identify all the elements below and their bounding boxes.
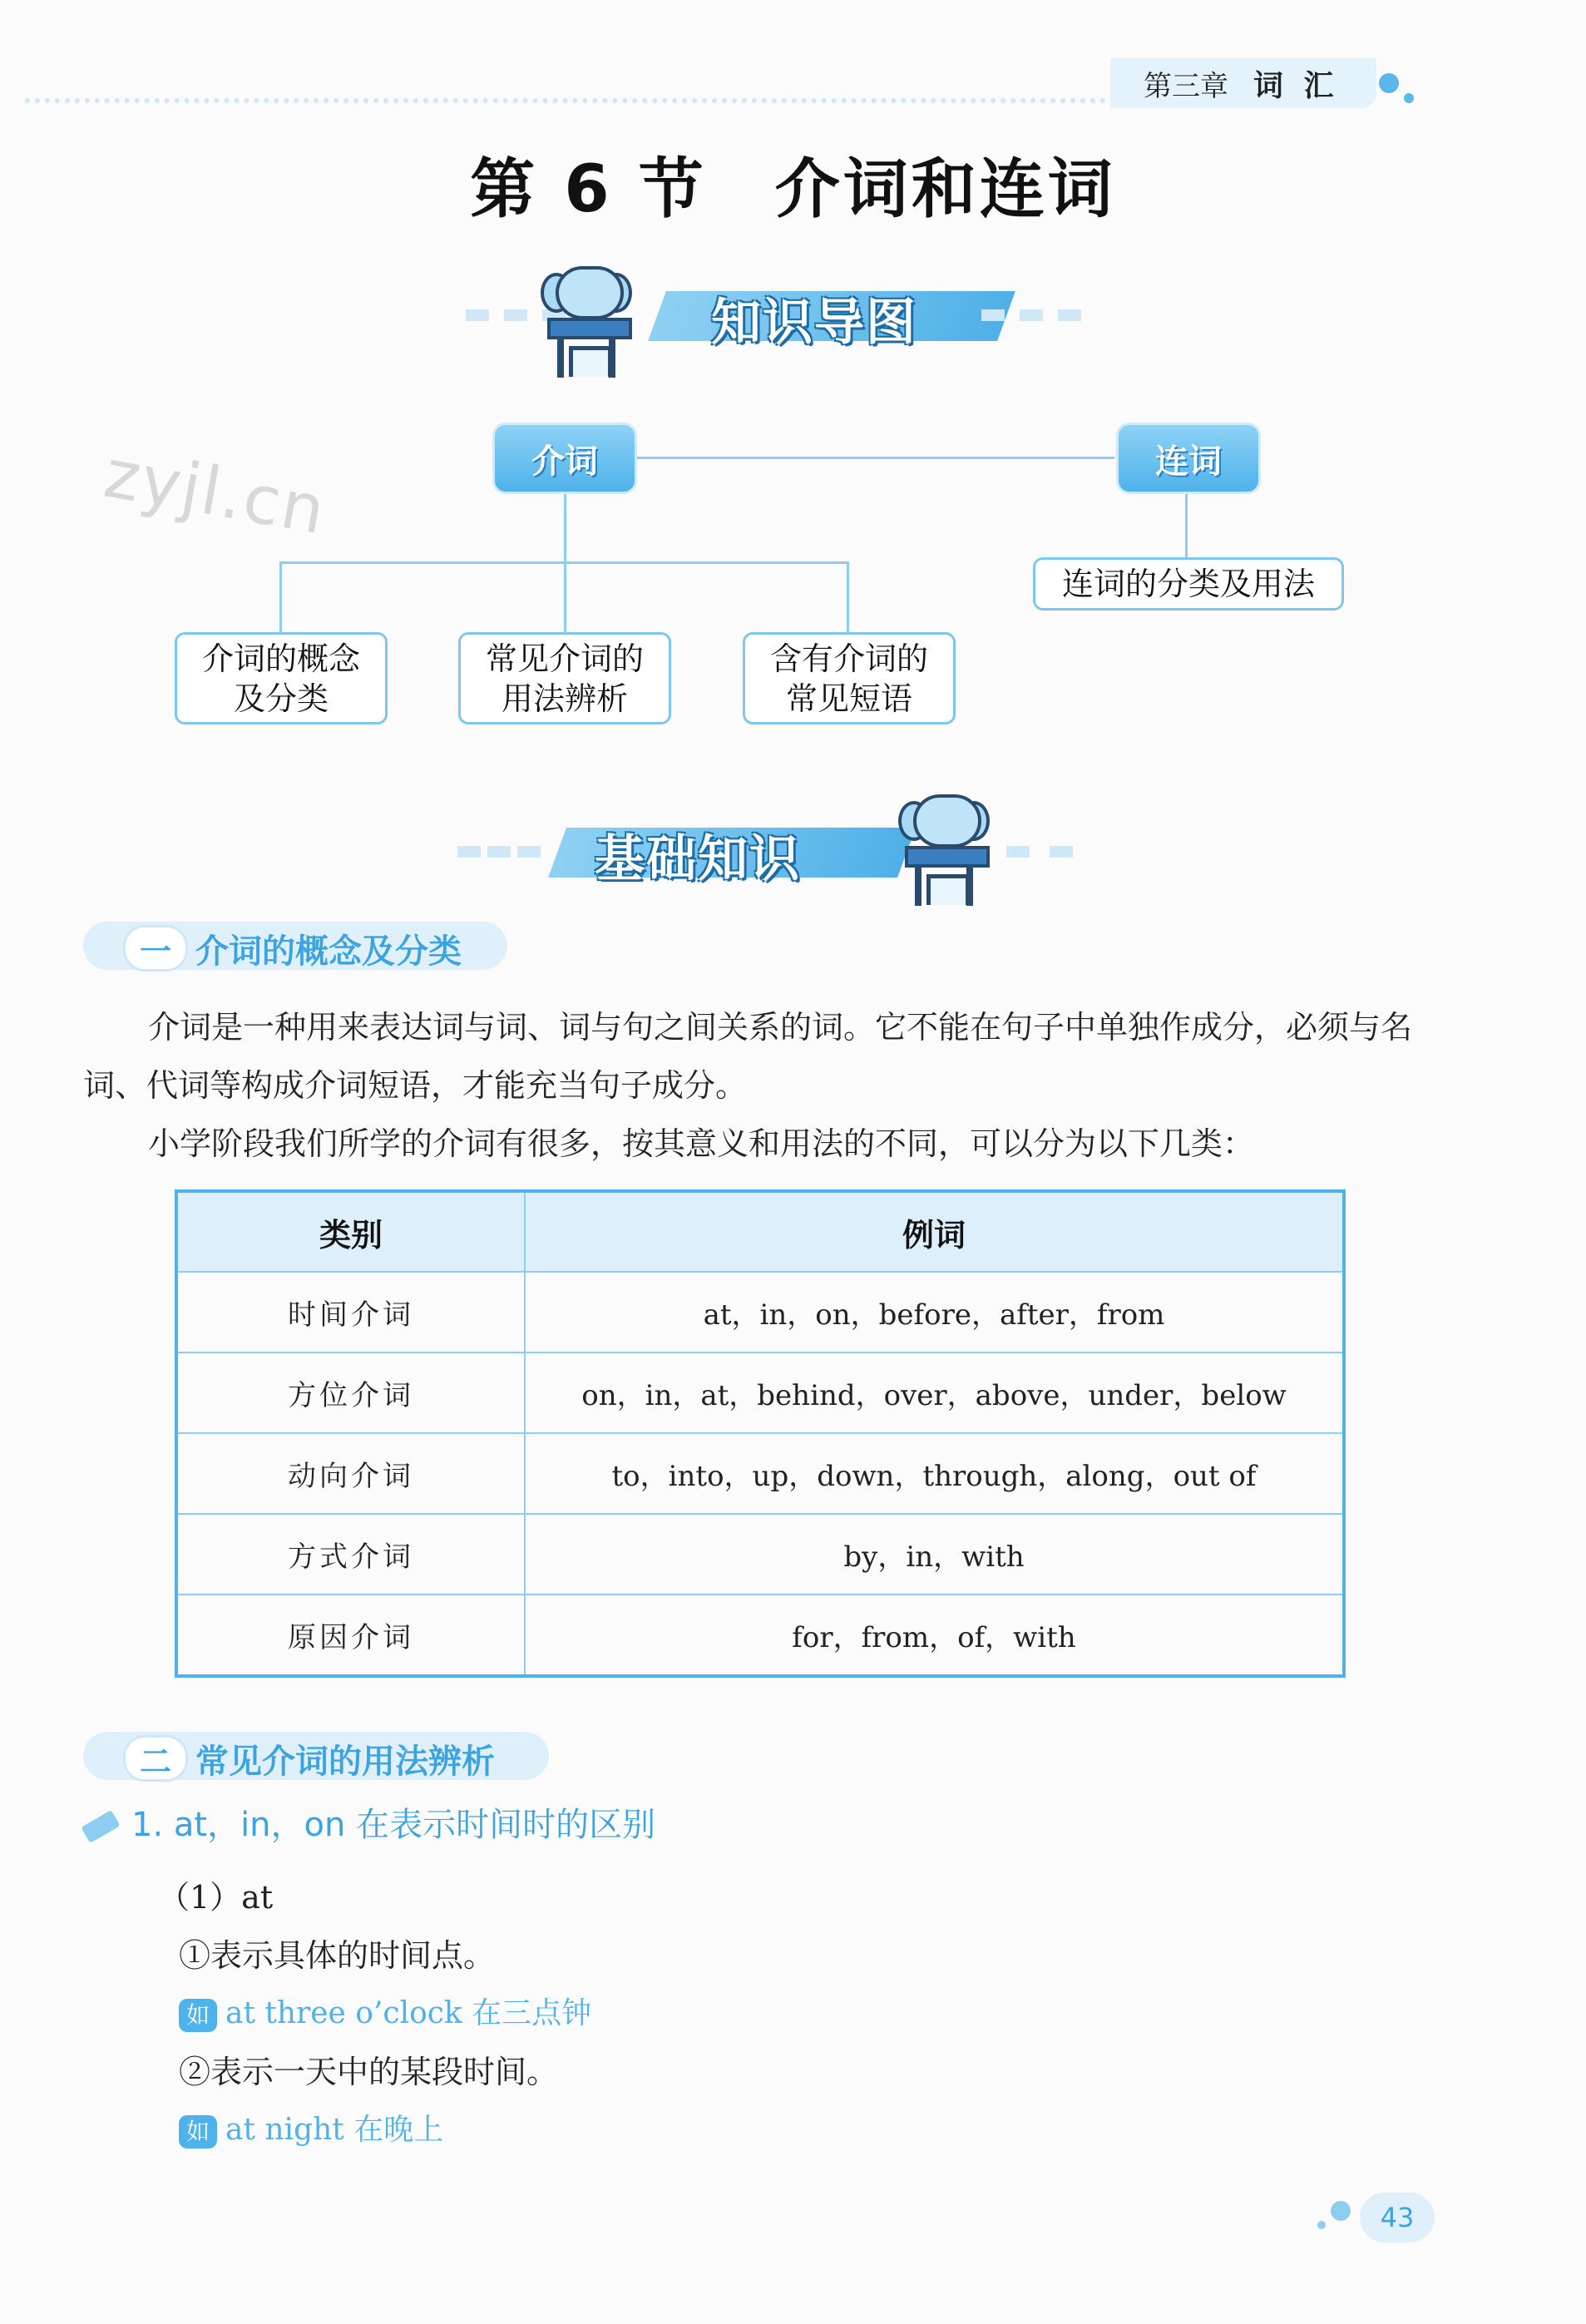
table-cell-examples: on，in，at，behind，over，above，under，below: [525, 1352, 1344, 1433]
banner-title: 基础知识: [595, 830, 801, 888]
elephant-mascot-icon: [898, 794, 990, 911]
decor-dot: [1404, 93, 1414, 103]
example-badge-icon: 如: [179, 1999, 217, 2032]
watermark: zyjl.cn: [98, 434, 332, 550]
section-number: 二: [123, 1735, 188, 1782]
section-title: 第 6 节 介词和连词: [470, 152, 1116, 227]
paragraph-definition: 介词是一种用来表达词与词、词与句之间关系的词。它不能在句子中单独作成分，必须与名词、代词等构成介词短语，才能充当句子成分。: [83, 1009, 1413, 1104]
banner-dash-decor: [457, 846, 541, 858]
table-cell-category: 原因介词: [176, 1595, 525, 1676]
mindmap-connector: [564, 561, 566, 632]
mindmap-connector: [632, 457, 1114, 459]
mindmap-connector: [564, 489, 566, 562]
preposition-table: [175, 1189, 1346, 1678]
decor-dot: [1379, 73, 1399, 93]
table-cell-category: 方位介词: [176, 1352, 525, 1433]
table-cell-category: 方式介词: [176, 1514, 525, 1595]
chapter-tab: [1110, 58, 1376, 108]
section-heading-1: [83, 922, 507, 970]
table-row: [176, 1433, 1344, 1514]
section-title-text: 常见介词的用法辨析: [195, 1743, 495, 1781]
table-row: [176, 1272, 1344, 1352]
section-number: 一: [123, 925, 188, 972]
banner-title: 知识导图: [711, 294, 917, 352]
banner-basics: [457, 811, 1123, 886]
header-dotted-line: [25, 98, 1106, 103]
example-text: at three o’clock 在三点钟: [225, 1996, 592, 2030]
mindmap-connector: [1185, 489, 1188, 557]
example-text: at night 在晚上: [225, 2113, 444, 2147]
table-header-row: [176, 1191, 1344, 1272]
banner-dash-decor: [981, 309, 1081, 321]
subsection-heading: [83, 1798, 655, 1846]
page-number: 43: [1360, 2193, 1435, 2242]
column-header: 类别: [176, 1191, 525, 1272]
pencil-icon: [81, 1810, 120, 1843]
chapter-label: 第三章: [1144, 69, 1228, 103]
example-line: [179, 2106, 443, 2148]
usage-point: ①表示具体的时间点。: [179, 1937, 496, 1974]
item-label: （1）at: [158, 1879, 274, 1916]
mindmap-node-usage: 常见介词的 用法辨析: [458, 632, 671, 724]
mindmap-connector: [847, 561, 849, 632]
table-row: [176, 1595, 1344, 1676]
table-cell-examples: at，in，on，before，after，from: [525, 1272, 1344, 1352]
example-badge-icon: 如: [179, 2115, 217, 2148]
table-row: [176, 1514, 1344, 1595]
table-cell-category: 时间介词: [176, 1272, 525, 1352]
table-cell-examples: for，from，of，with: [525, 1595, 1344, 1676]
table-cell-examples: to，into，up，down，through，along，out of: [525, 1433, 1344, 1514]
decor-dot: [1331, 2201, 1351, 2221]
banner-knowledge-map: [449, 274, 1114, 352]
mindmap-node-conjunction-usage: 连词的分类及用法: [1033, 557, 1344, 611]
mindmap-node-concept: 介词的概念 及分类: [175, 632, 388, 724]
column-header: 例词: [525, 1191, 1344, 1272]
subsection-title: 1. at，in，on 在表示时间时的区别: [131, 1806, 656, 1844]
decor-dot: [1317, 2221, 1326, 2229]
chapter-topic: 词 汇: [1253, 68, 1339, 103]
usage-point: ②表示一天中的某段时间。: [179, 2054, 559, 2090]
mindmap-node-phrases: 含有介词的 常见短语: [743, 632, 956, 724]
table-cell-category: 动向介词: [176, 1433, 525, 1514]
example-line: [179, 1990, 591, 2032]
section-title-text: 介词的概念及分类: [195, 932, 462, 971]
mindmap-connector: [279, 561, 282, 632]
elephant-mascot-icon: [541, 266, 632, 383]
banner-dash-decor: [1006, 846, 1073, 858]
section-heading-2: [83, 1732, 549, 1780]
paragraph-classification: 小学阶段我们所学的介词有很多，按其意义和用法的不同，可以分为以下几类：: [148, 1125, 1255, 1162]
table-cell-examples: by，in，with: [525, 1514, 1344, 1595]
table-row: [176, 1352, 1344, 1433]
mindmap-node-preposition: 介词: [492, 423, 637, 494]
mindmap-node-conjunction: 连词: [1116, 423, 1261, 494]
